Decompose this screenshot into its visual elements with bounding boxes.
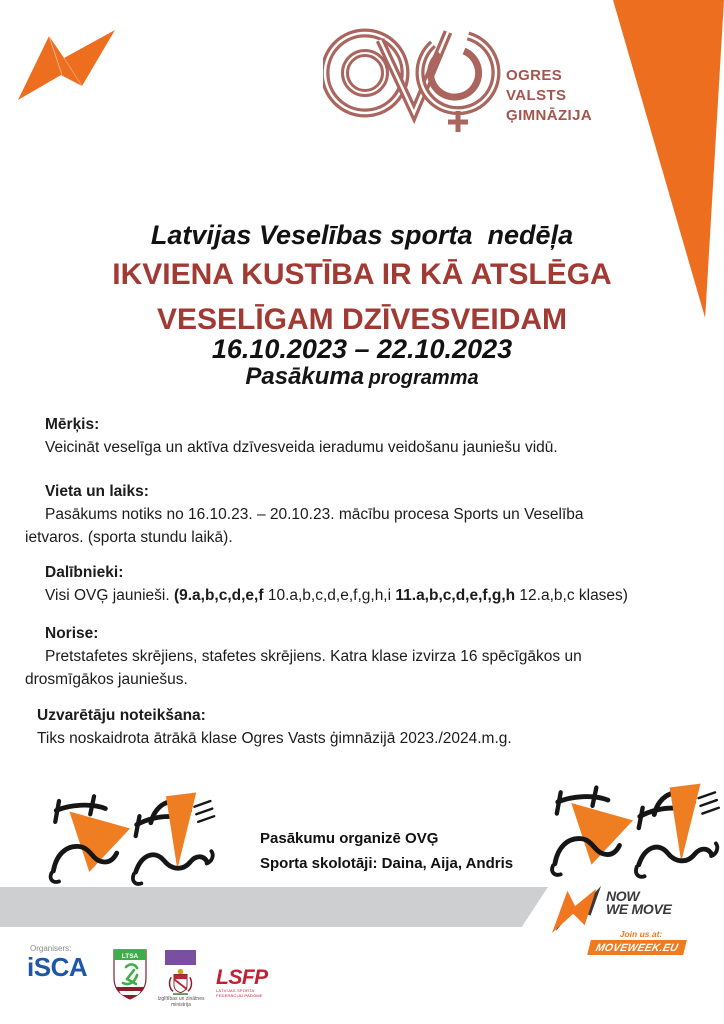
nwm-line1: NOW: [606, 888, 640, 904]
main-slogan-line2: VESELĪGAM DZĪVESVEIDAM: [156, 303, 568, 336]
section-text: Tiks noskaidrota ātrākā klase Ogres Vasts ģimnāzijā 2023./2024.m.g.: [37, 730, 512, 747]
ministry-line2: ministrija: [171, 1002, 191, 1008]
school-name-line: VALSTS: [506, 87, 567, 104]
section-text: ietvaros. (sporta stundu laikā).: [25, 529, 233, 546]
poster-title-dates: 16.10.2023 – 22.10.2023: [211, 334, 513, 364]
section-norise: [25, 622, 685, 691]
participants-grade12: 12.a,b,c klases): [515, 587, 628, 604]
ministry-line1: Izglītības un zinātnes: [157, 996, 205, 1002]
runner-figures-right-illustration: [544, 775, 722, 883]
now-we-move-wordmark: [606, 890, 672, 916]
section-label: Norise:: [45, 625, 99, 642]
ministry-name: [143, 996, 219, 1008]
section-label: Uzvarētāju noteikšana:: [37, 707, 206, 724]
section-text: Pasākums notiks no 16.10.23. – 20.10.23. mācību procesa Sports un Veselība: [45, 506, 584, 523]
poster-title-line1: Latvijas Veselības sporta nedēļa: [150, 220, 574, 250]
now-we-move-arrow-icon: [551, 883, 605, 933]
organizer-info: [260, 826, 513, 876]
section-label: Dalībnieki:: [45, 564, 124, 581]
school-name-line: ĢIMNĀZIJA: [506, 107, 593, 124]
section-label: Vieta un laiks:: [45, 483, 149, 500]
lsfp-logo: LSFP: [216, 966, 268, 989]
ltsa-text: LTSA: [121, 953, 139, 960]
gray-band-divider: [0, 887, 548, 927]
section-uzvaretaju-noteiksana: [25, 704, 685, 750]
section-text: [45, 584, 685, 607]
moveweek-banner: [587, 940, 687, 955]
nwm-join-us-text: Join us at:: [619, 929, 663, 939]
program-subtitle-rest: programma: [368, 367, 479, 389]
isca-logo: iSCA: [27, 952, 88, 982]
participants-grade9: (9.a,b,c,d,e,f: [173, 587, 264, 604]
participants-grade10: 10.a,b,c,d,e,f,g,h,i: [263, 587, 396, 604]
section-merkis: [25, 413, 685, 459]
main-slogan-line1: IKVIENA KUSTĪBA IR KĀ ATSLĒGA: [112, 258, 612, 291]
section-text: Pretstafetes skrējiens, stafetes skrējiens. Katra klase izvirza 16 spēcīgākos un: [45, 648, 582, 665]
section-dalibnieki: [25, 561, 685, 607]
section-label: Mērķis:: [45, 416, 100, 433]
moveweek-url: MOVEWEEK.EU: [594, 941, 680, 954]
ltsa-shield-icon: [112, 948, 148, 1000]
lsfp-subtitle: LATVIJAS SPORTA FEDERĀCIJU PADOME: [216, 988, 263, 998]
ministry-purple-banner: [165, 950, 196, 965]
ovg-monogram-icon: [323, 10, 501, 136]
orange-arrow-logo-icon: [16, 22, 120, 104]
organizer-line2: Sporta skolotāji: Daina, Aija, Andris: [260, 855, 514, 872]
school-name-line: OGRES: [506, 67, 563, 84]
runner-figures-left-illustration: [42, 784, 218, 890]
participants-grade11: 11.a,b,c,d,e,f,g,h: [395, 587, 516, 604]
program-subtitle-bold: Pasākuma: [245, 363, 365, 390]
section-text: Veicināt veselīga un aktīva dzīvesveida ieradumu veidošanu jauniešu vidū.: [45, 439, 558, 456]
nwm-line2: WE MOVE: [606, 901, 672, 917]
section-text: drosmīgākos jauniešus.: [25, 671, 188, 688]
section-vieta-un-laiks: [25, 480, 685, 549]
school-name: [506, 66, 592, 126]
organizer-line1: Pasākumu organizē OVĢ: [260, 830, 439, 847]
coat-of-arms-icon: [164, 967, 197, 995]
program-subtitle: [0, 363, 724, 391]
main-slogan: [0, 252, 724, 342]
organisers-label: Organisers:: [30, 944, 72, 953]
participants-text: Visi OVĢ jaunieši.: [45, 587, 174, 604]
